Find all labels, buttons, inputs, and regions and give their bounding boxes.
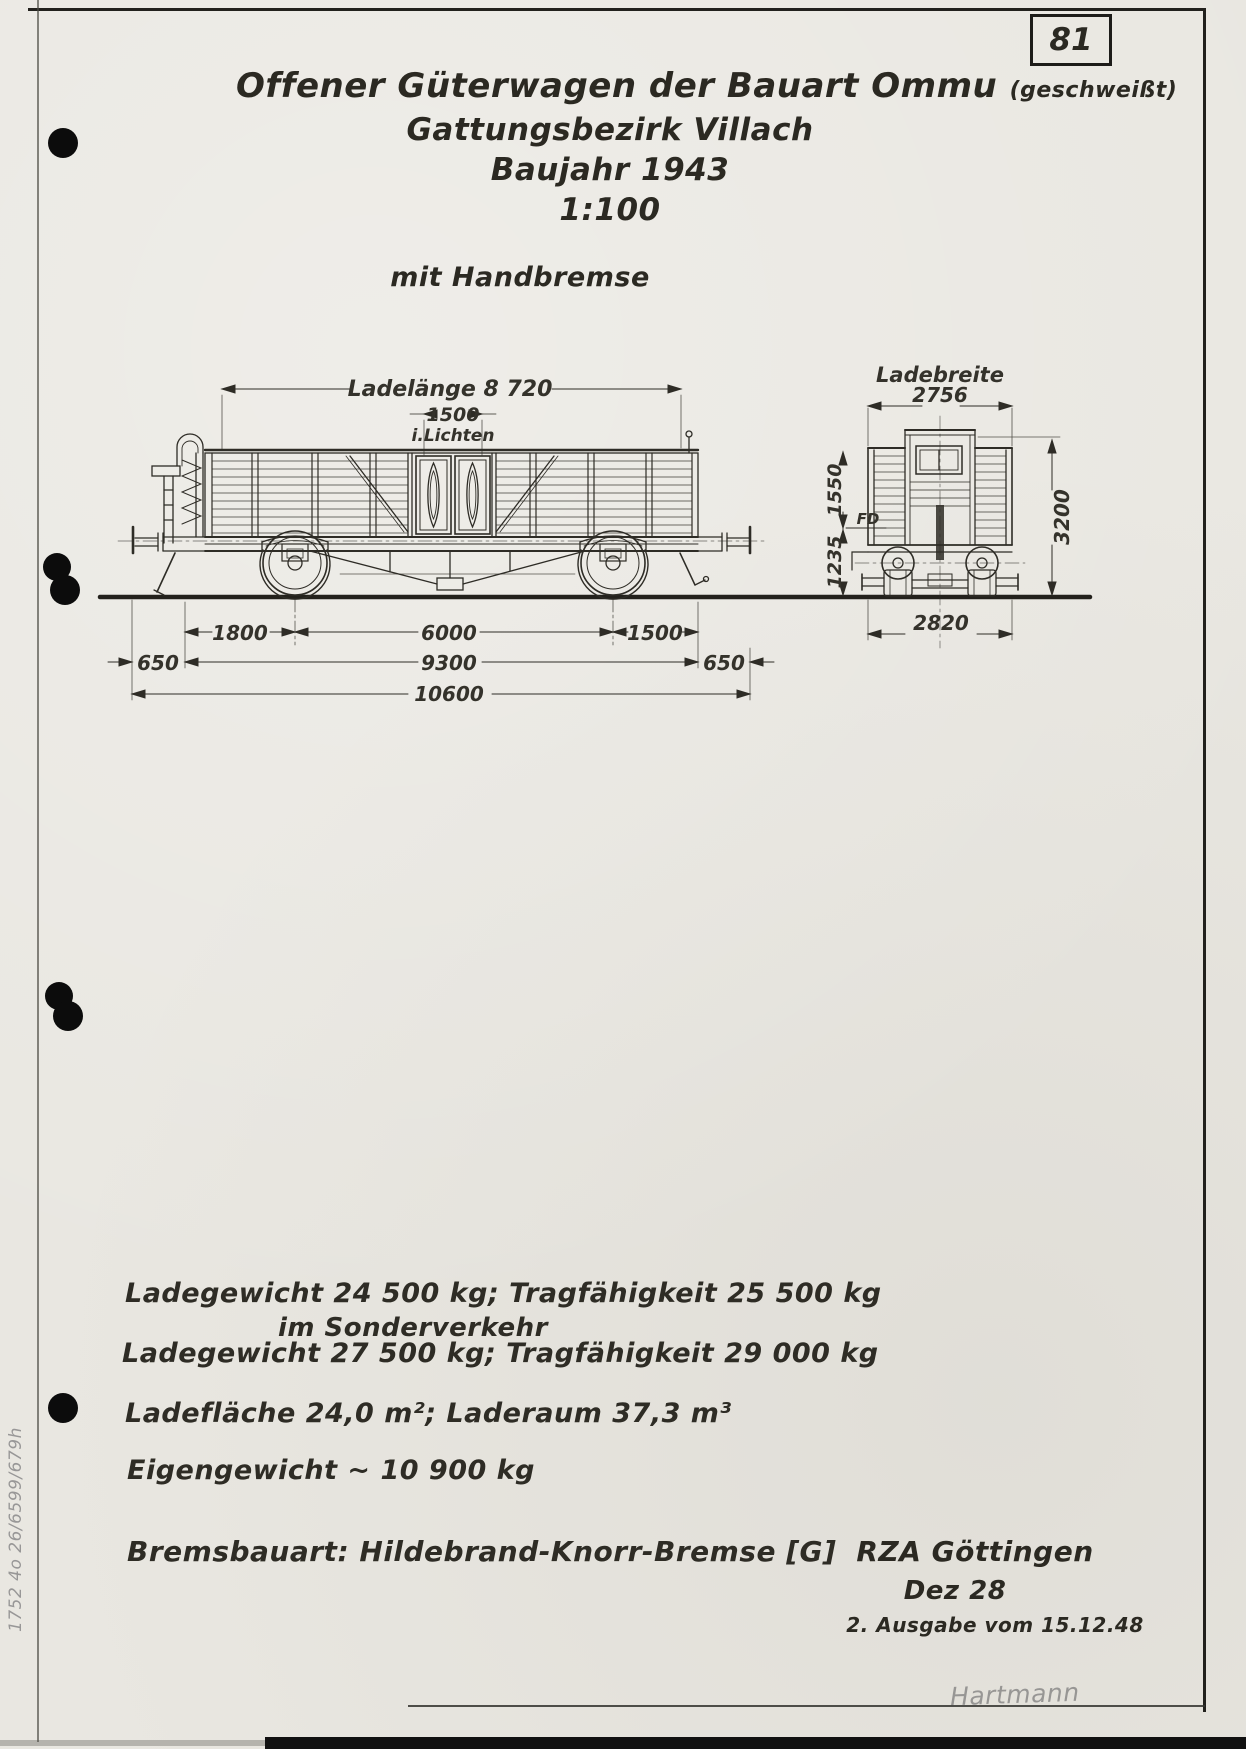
dim-door-width: 1500 [426, 404, 480, 426]
dim-ladebreite-label: Ladebreite [876, 363, 1004, 387]
dim-ladelaenge: Ladelänge 8 720 [347, 377, 553, 402]
dim-650-right: 650 [703, 651, 745, 675]
margin-note: 1752 4o 26/6599/679h [6, 1427, 26, 1632]
dim-6000: 6000 [421, 621, 477, 645]
floor-label: FD [856, 510, 880, 528]
dimension-labels [137, 363, 1074, 706]
handbrake-platform [152, 434, 203, 595]
dim-door-note: i.Lichten [411, 426, 495, 446]
spec-ladegewicht-1: Ladegewicht 24 500 kg; Tragfähigkeit 25 500 kg [125, 1278, 882, 1309]
spec-ladegewicht-2: Ladegewicht 27 500 kg; Tragfähigkeit 29 000 kg [122, 1338, 879, 1369]
right-end-details [680, 431, 709, 585]
dim-9300: 9300 [421, 651, 477, 675]
title-line3: Baujahr 1943 [490, 152, 730, 188]
footer-org: RZA Göttingen [856, 1535, 1094, 1568]
left-buffer [133, 527, 205, 553]
title-line2: Gattungsbezirk Villach [406, 112, 814, 148]
signature: Hartmann [949, 1677, 1081, 1712]
underframe-truss [310, 551, 585, 590]
scale-label: 1:100 [559, 192, 661, 228]
footer-date: Dez 28 [903, 1576, 1007, 1606]
footer-edition: 2. Ausgabe vom 15.12.48 [846, 1613, 1144, 1637]
dim-3200: 3200 [1050, 489, 1074, 545]
dim-ladebreite: 2756 [912, 383, 968, 407]
dim-650-left: 650 [137, 651, 179, 675]
page-number: 81 [1049, 22, 1093, 58]
spec-eigengewicht: Eigengewicht ~ 10 900 kg [127, 1455, 535, 1486]
right-buffer [698, 527, 750, 553]
title-suffix: (geschweißt) [1009, 78, 1178, 103]
dim-2820: 2820 [913, 611, 969, 635]
spec-ladeflaeche: Ladefläche 24,0 m²; Laderaum 37,3 m³ [125, 1398, 732, 1429]
handbrake-subtitle: mit Handbremse [390, 262, 650, 293]
spec-bremsbauart: Bremsbauart: Hildebrand-Knorr-Bremse [G] [127, 1535, 837, 1568]
side-view [118, 431, 765, 599]
door [408, 453, 496, 537]
title-main: Offener Güterwagen der Bauart Ommu [236, 66, 998, 106]
dim-10600: 10600 [414, 682, 484, 706]
dim-1800: 1800 [212, 621, 268, 645]
dim-1550: 1550 [824, 463, 846, 517]
dim-1235: 1235 [824, 535, 846, 589]
spec-sonderverkehr: im Sonderverkehr [278, 1313, 548, 1343]
dim-1500: 1500 [627, 621, 683, 645]
extension-lines [132, 395, 1060, 700]
dimension-lines [108, 385, 1060, 700]
